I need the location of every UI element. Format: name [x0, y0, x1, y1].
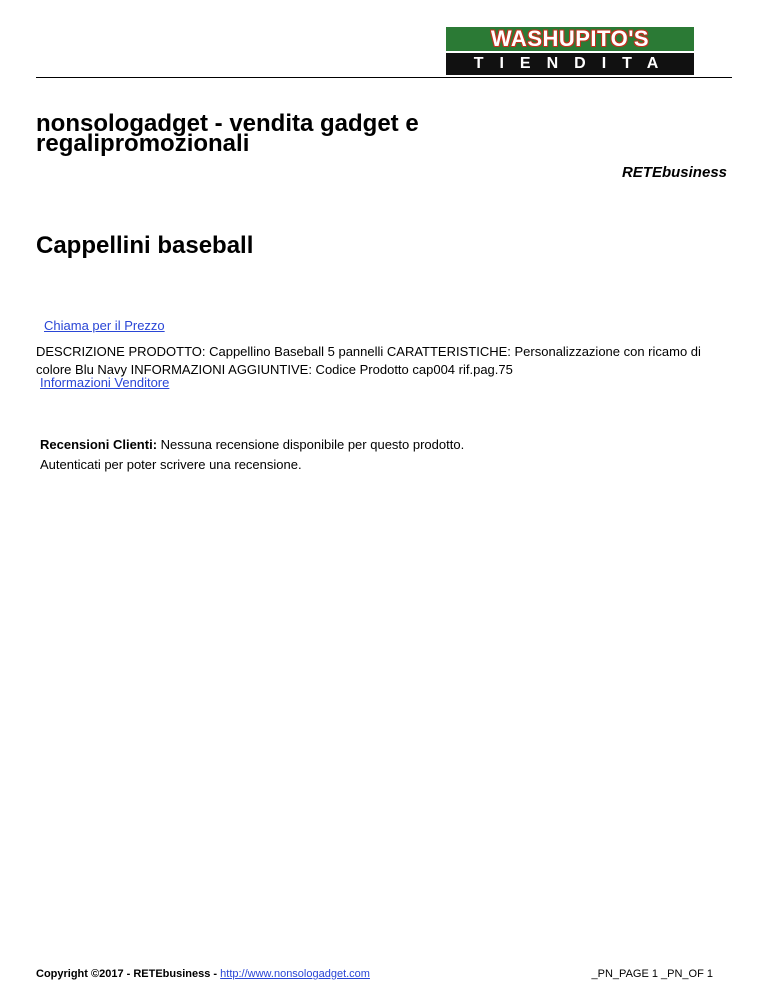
page-marker: _PN_PAGE 1 _PN_OF 1 [591, 968, 713, 980]
call-for-price-link[interactable]: Chiama per il Prezzo [44, 318, 165, 333]
customer-reviews [40, 435, 720, 475]
reviews-text: Nessuna recensione disponibile per questo prodotto. [160, 437, 465, 452]
footer-copyright [36, 968, 370, 980]
site-url-link[interactable]: http://www.nonsologadget.com [220, 968, 370, 980]
reviews-label: Recensioni Clienti: [40, 437, 158, 452]
header-divider [36, 77, 732, 78]
login-to-review-note: Autenticati per poter scrivere una recensione. [40, 457, 302, 472]
vendor-info-link[interactable]: Informazioni Venditore [40, 375, 170, 390]
network-name: RETEbusiness [621, 164, 727, 181]
product-title: Cappellini baseball [36, 232, 254, 259]
product-description: DESCRIZIONE PRODOTTO: Cappellino Baseball 5 pannelli CARATTERISTICHE: Personalizzazione con ricamo di colore Blu Navy INFORMAZIONI AGGIUNTIVE: Codice Prodotto cap004 rif.pag.75 [36, 344, 701, 377]
copyright-text: Copyright ©2017 - RETEbusiness - [36, 968, 218, 980]
washupitos-tiendita-logo [446, 27, 694, 75]
logo-top-wordmark: WASHUPITO'S [446, 27, 694, 51]
site-title: nonsologadget - vendita gadget e regalipromozionali [36, 110, 419, 157]
logo-bottom-wordmark: TIENDITA [446, 53, 694, 75]
